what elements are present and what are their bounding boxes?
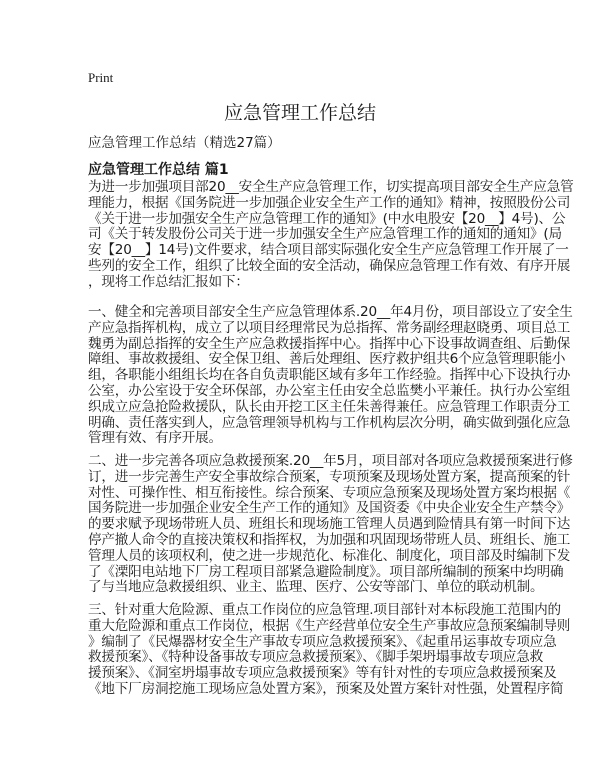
- paragraph-line: 为进一步加强项目部20__安全生产应急管理工作，切实提高项目部安全生产应急管: [88, 179, 574, 195]
- paragraph-line: 产应急指挥机构，成立了以项目经理常民为总指挥、常务副经理赵晓勇、项目总工: [88, 319, 571, 336]
- paragraph-line: 救援预案》、《特种设备事故专项应急救援预案》、《脚手架坍塌事故专项应急救: [88, 649, 543, 666]
- paragraph-line: 魏勇为副总指挥的安全生产应急救援指挥中心。指挥中心下设事故调查组、后勤保: [88, 335, 571, 352]
- print-link[interactable]: Print: [88, 70, 114, 85]
- paragraph-line: 管理人员的该项权利，使之进一步规范化、标准化、制度化，项目部及时编制下发: [88, 547, 571, 564]
- paragraph-line: 》编制了《民爆器材安全生产事故专项应急救援预案》、《起重吊运事故专项应急: [88, 633, 557, 650]
- paragraph-line: 援预案》、《洞室坍塌事故专项应急救援预案》等有针对性的专项应急救援预案及: [88, 665, 557, 682]
- paragraph-line: 订，进一步完善生产安全事故综合预案，专项预案及现场处置方案，提高预案的针: [88, 468, 571, 485]
- paragraph-line: 了与当地应急救援组织、业主、监理、医疗、公安等部门、单位的联动机制。: [88, 579, 544, 596]
- paragraph-line: 理能力，根据《国务院进一步加强企业安全生产工作的通知》精神，按照股份公司: [88, 194, 571, 211]
- paragraph-line: 些列的安全工作，组织了比较全面的安全活动，确保应急管理工作有效、有序开展: [88, 257, 571, 274]
- document-title: 应急管理工作总结: [223, 102, 376, 124]
- paragraph-line: 重大危险源和重点工作岗位，根据《生产经营单位安全生产事故应急预案编制导则: [88, 617, 571, 634]
- paragraph-1: [88, 304, 573, 447]
- paragraph-line: 国务院进一步加强企业安全生产工作的通知》及国资委《中央企业安全生产禁令》: [88, 500, 571, 517]
- paragraph-line: 公室，办公室设于安全环保部，办公室主任由安全总监樊小平兼任。执行办公室组: [88, 382, 571, 399]
- paragraph-line: 停产撤人命令的直接决策权和指挥权，为加强和巩固现场带班人员、班组长、施工: [88, 531, 571, 548]
- paragraph-line: 障组、事故救援组、安全保卫组、善后处理组、医疗救护组共6个应急管理职能小: [88, 351, 566, 368]
- paragraph-line: 的要求赋予现场带班人员、班组长和现场施工管理人员遇到险情具有第一时间下达: [88, 516, 571, 533]
- paragraph-line: 三、针对重大危险源、重点工作岗位的应急管理.项目部针对本标段施工范围内的: [88, 602, 561, 618]
- paragraph-line: ，现将工作总结汇报如下：: [88, 273, 249, 290]
- paragraph-line: 司《关于转发股份公司关于进一步加强安全生产应急管理工作的通知的通知》(局: [88, 226, 562, 243]
- paragraph-line: 《地下厂房洞挖施工现场应急处置方案》，预案及处置方案针对性强，处置程序简: [88, 680, 564, 697]
- section-heading: 应急管理工作总结 篇1: [88, 162, 229, 178]
- paragraph-intro: [88, 179, 574, 291]
- paragraph-3: [88, 602, 571, 698]
- paragraph-line: 织成立应急抢险救援队，队长由开挖工区主任朱善得兼任。应急管理工作职责分工: [88, 398, 571, 415]
- paragraph-line: 《关于进一步加强安全生产应急管理工作的通知》(中水电股安【20__】4号)、公: [88, 210, 566, 227]
- paragraph-2: [88, 453, 573, 596]
- paragraph-line: 了《溧阳电站地下厂房工程项目部紧急避险制度》。项目部所编制的预案中均明确: [88, 563, 564, 580]
- paragraph-line: 一、健全和完善项目部安全生产应急管理体系.20__年4月份，项目部设立了安全生: [88, 304, 573, 320]
- paragraph-line: 组，各职能小组组长均在各自负责职能区域有多年工作经验。指挥中心下设执行办: [88, 367, 571, 384]
- paragraph-line: 管理有效、有序开展。: [88, 430, 222, 447]
- paragraph-line: 对性、可操作性、相互衔接性。综合预案、专项应急预案及现场处置方案均根据《: [88, 484, 571, 501]
- paragraph-line: 二、进一步完善各项应急救援预案.20__年5月，项目部对各项应急救援预案进行修: [88, 453, 573, 469]
- paragraph-line: 明确、责任落实到人，应急管理领导机构与工作机构层次分明，确实做到强化应急: [88, 414, 571, 431]
- paragraph-line: 安【20__】14号)文件要求，结合项目部实际强化安全生产应急管理工作开展了一: [88, 242, 569, 259]
- document-subtitle: 应急管理工作总结（精选27篇）: [88, 135, 281, 151]
